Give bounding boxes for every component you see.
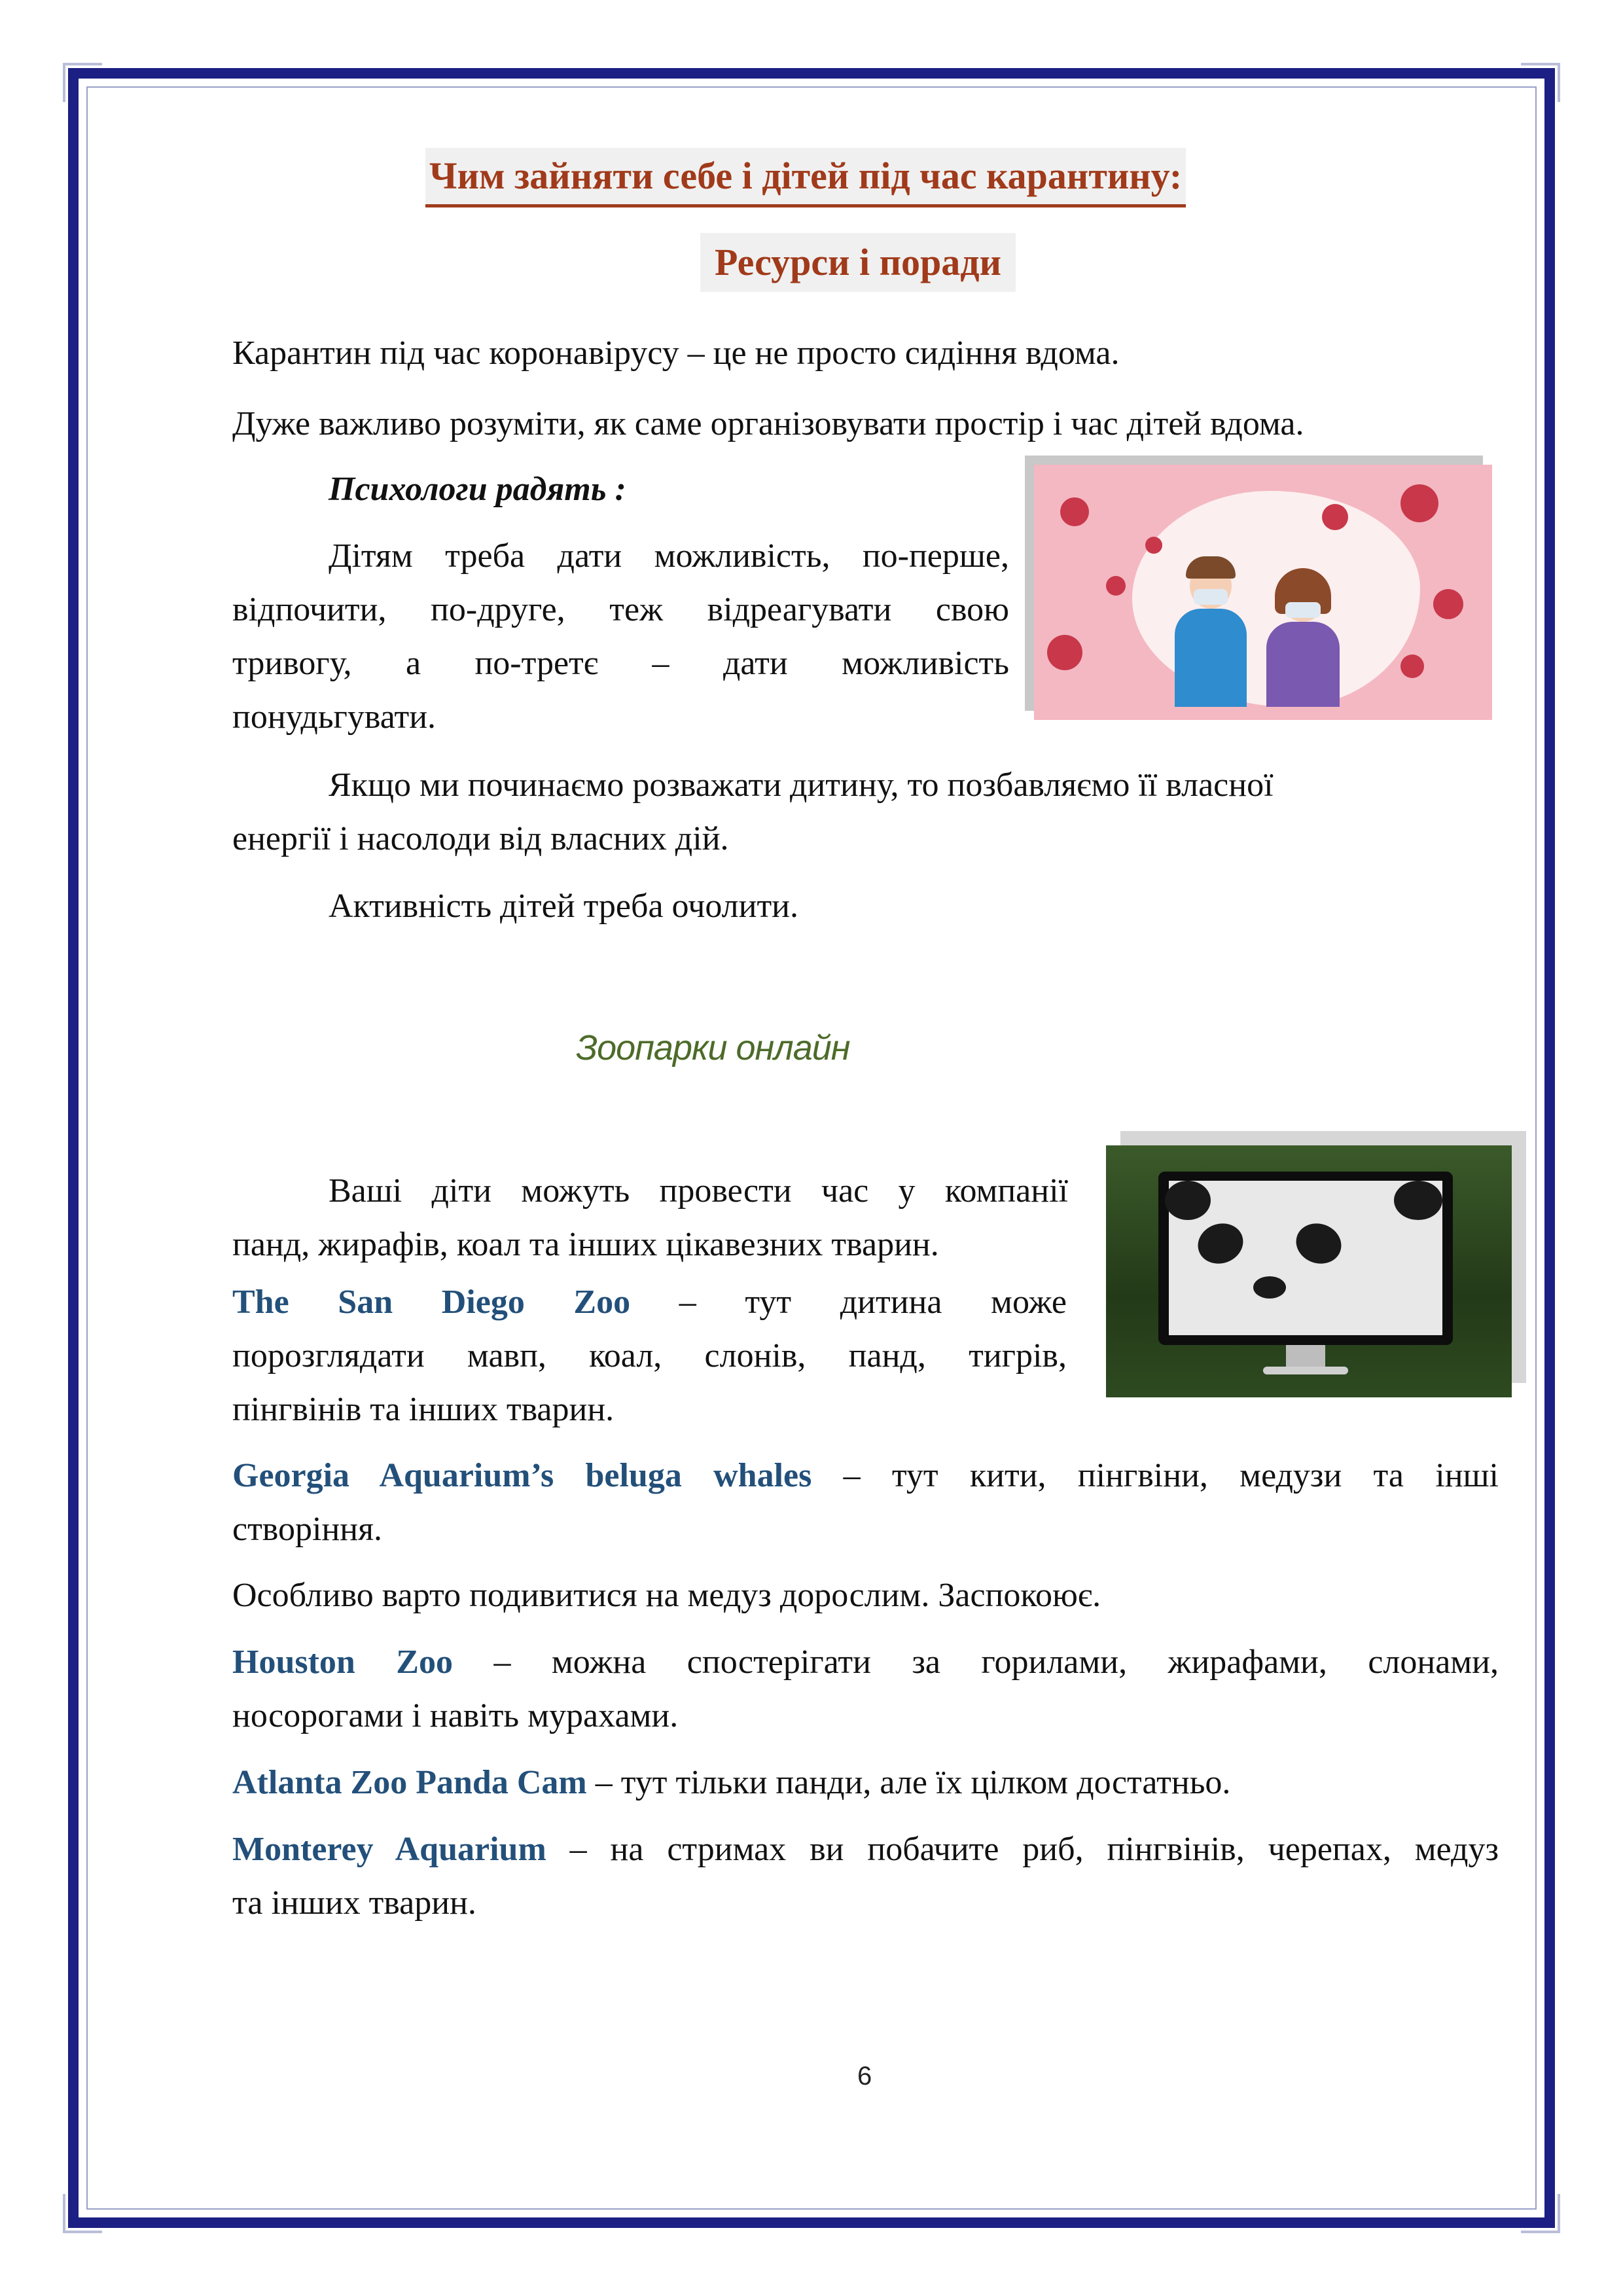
page-subtitle: Ресурси і поради xyxy=(700,233,1016,292)
boy-body xyxy=(1175,609,1247,707)
psych-line: Дітям треба дати можливість, по-перше, xyxy=(329,537,1009,575)
corner-ornament xyxy=(63,2194,65,2233)
zoo-line: Atlanta Zoo Panda Cam – тут тільки панди, але їх цілком достатньо. xyxy=(232,1764,1231,1801)
paragraph-line: Активність дітей треба очолити. xyxy=(329,888,798,925)
virus-icon xyxy=(1322,504,1348,530)
zoo-intro-line: Ваші діти можуть провести час у компанії xyxy=(329,1172,1068,1210)
paragraph-line: Особливо варто подивитися на медуз дорослим. Заспокоює. xyxy=(232,1577,1101,1614)
corner-ornament xyxy=(1558,2194,1560,2233)
monitor-base xyxy=(1263,1367,1348,1374)
corner-ornament xyxy=(1558,63,1560,102)
virus-icon xyxy=(1433,589,1463,619)
zoo-line: Houston Zoo – можна спостерігати за горилами, жирафами, слонами, xyxy=(232,1643,1499,1681)
zoo-link[interactable]: Georgia Aquarium’s beluga whales xyxy=(232,1457,812,1494)
virus-icon xyxy=(1400,484,1438,522)
page-title: Чим зайняти себе і дітей під час карантину: xyxy=(425,148,1186,207)
virus-icon xyxy=(1047,635,1082,670)
psych-line: тривогу, а по-третє – дати можливість xyxy=(232,645,1009,682)
zoo-line: Monterey Aquarium – на стримах ви побачите риб, пінгвінів, черепах, медуз xyxy=(232,1831,1499,1868)
corner-ornament xyxy=(63,63,65,102)
zoo-line: носорогами і навіть мурахами. xyxy=(232,1697,679,1734)
mask-icon xyxy=(1285,602,1321,618)
mask-icon xyxy=(1194,589,1228,605)
panda-nose xyxy=(1253,1276,1286,1299)
zoo-line: пінгвінів та інших тварин. xyxy=(232,1391,615,1428)
corner-ornament xyxy=(63,63,102,65)
zoo-line: та інших тварин. xyxy=(232,1884,476,1922)
virus-icon xyxy=(1060,497,1089,526)
zoo-link[interactable]: The San Diego Zoo xyxy=(232,1283,631,1321)
monitor-stand xyxy=(1286,1345,1325,1369)
corner-ornament xyxy=(1521,2231,1560,2233)
zoo-link[interactable]: Monterey Aquarium xyxy=(232,1831,546,1868)
panda-ear xyxy=(1394,1181,1442,1220)
panda-monitor-image xyxy=(1106,1145,1512,1397)
zoo-link[interactable]: Atlanta Zoo Panda Cam xyxy=(232,1764,587,1801)
intro-line: Карантин під час коронавірусу – це не просто сидіння вдома. xyxy=(232,334,1120,372)
zoo-line: створіння. xyxy=(232,1511,383,1548)
corner-ornament xyxy=(63,2231,102,2233)
paragraph-line: енергії і насолоди від власних дій. xyxy=(232,820,729,857)
virus-icon xyxy=(1145,537,1162,554)
psych-heading: Психологи радять : xyxy=(329,471,626,508)
psych-line: відпочити, по-друге, теж відреагувати свою xyxy=(232,591,1009,628)
page-number: 6 xyxy=(857,2062,872,2090)
zoo-line: порозглядати мавп, коал, слонів, панд, тигрів, xyxy=(232,1337,1067,1374)
section-heading: Зоопарки онлайн xyxy=(576,1028,850,1067)
zoo-link[interactable]: Houston Zoo xyxy=(232,1643,453,1681)
zoo-line: The San Diego Zoo – тут дитина може xyxy=(232,1283,1067,1321)
virus-icon xyxy=(1400,655,1424,678)
intro-line: Дуже важливо розуміти, як саме організовувати простір і час дітей вдома. xyxy=(232,405,1304,442)
girl-body xyxy=(1266,622,1340,707)
psych-line: понудьгувати. xyxy=(232,698,437,736)
panda-ear xyxy=(1165,1181,1211,1220)
paragraph-line: Якщо ми починаємо розважати дитину, то позбавляємо її власної xyxy=(329,766,1274,804)
virus-icon xyxy=(1106,576,1126,596)
zoo-line: Georgia Aquarium’s beluga whales – тут кити, пінгвіни, медузи та інші xyxy=(232,1457,1499,1494)
corner-ornament xyxy=(1521,63,1560,65)
masked-children-illustration xyxy=(1034,465,1492,720)
zoo-intro-line: панд, жирафів, коал та інших цікавезних тварин. xyxy=(232,1226,939,1263)
